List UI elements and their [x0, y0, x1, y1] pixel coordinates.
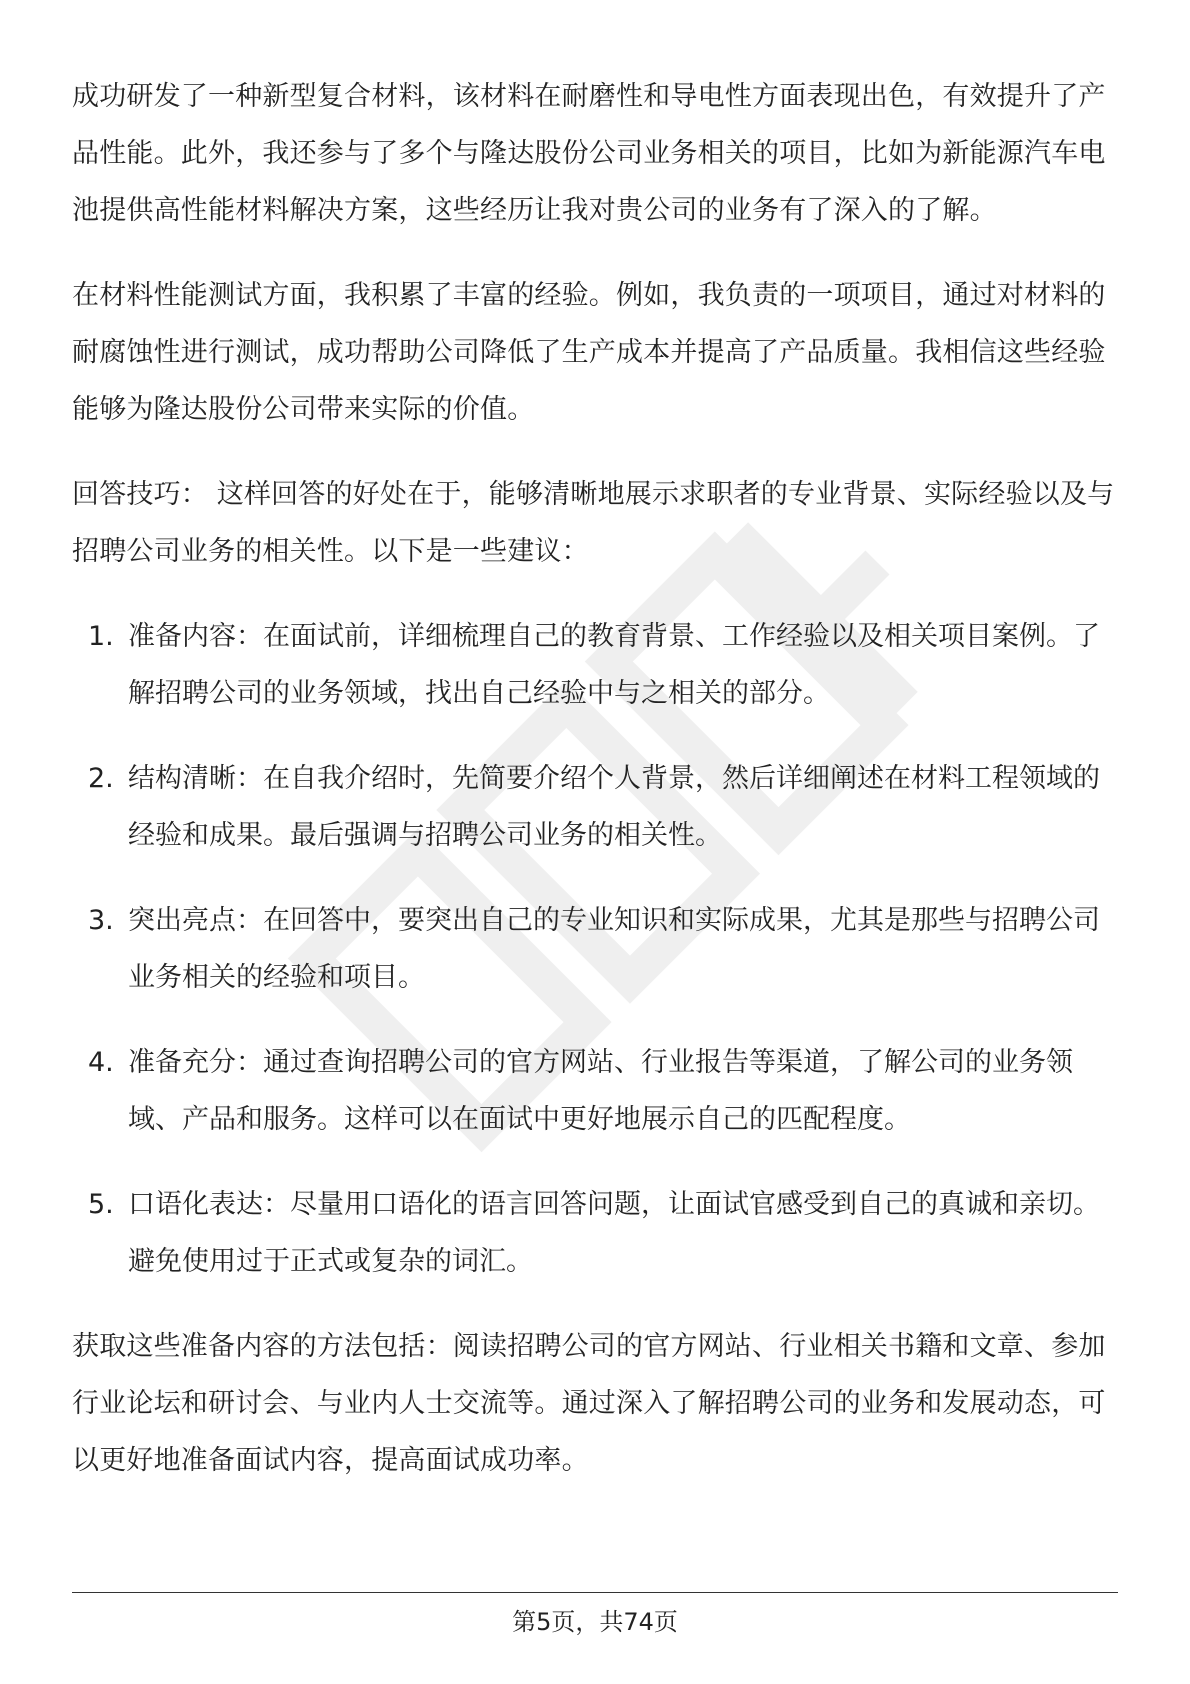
list-item [72, 608, 1118, 722]
list-item-number: 4. [88, 1047, 114, 1078]
paragraph-testing: 在材料性能测试方面，我积累了丰富的经验。例如，我负责的一项项目，通过对材料的耐腐蚀性进行测试，成功帮助公司降低了生产成本并提高了产品质量。我相信这些经验能够为隆达股份公司带来实际的价值。 [72, 280, 1106, 425]
list-item [72, 1176, 1118, 1290]
list-item-text: 口语化表达：尽量用口语化的语言回答问题，让面试官感受到自己的真诚和亲切。避免使用过于正式或复杂的词汇。 [128, 1189, 1100, 1277]
list-item-text: 突出亮点：在回答中，要突出自己的专业知识和实际成果，尤其是那些与招聘公司业务相关的经验和项目。 [128, 905, 1100, 993]
list-item-number: 5. [88, 1189, 114, 1220]
list-item-number: 3. [88, 905, 114, 936]
tips-list [72, 608, 1118, 1290]
page-number: 第5页，共74页 [512, 1608, 678, 1636]
paragraph-methods: 获取这些准备内容的方法包括：阅读招聘公司的官方网站、行业相关书籍和文章、参加行业论坛和研讨会、与业内人士交流等。通过深入了解招聘公司的业务和发展动态，可以更好地准备面试内容，提高面试成功率。 [72, 1331, 1106, 1476]
paragraph-experience: 成功研发了一种新型复合材料，该材料在耐磨性和导电性方面表现出色，有效提升了产品性能。此外，我还参与了多个与隆达股份公司业务相关的项目，比如为新能源汽车电池提供高性能材料解决方案，这些经历让我对贵公司的业务有了深入的了解。 [72, 81, 1106, 226]
list-item [72, 1034, 1118, 1148]
list-item-text: 准备内容：在面试前，详细梳理自己的教育背景、工作经验以及相关项目案例。了解招聘公司的业务领域，找出自己经验中与之相关的部分。 [128, 621, 1100, 709]
list-item-number: 2. [88, 763, 114, 794]
footer-divider [72, 1592, 1118, 1593]
list-item [72, 892, 1118, 1006]
document-page [72, 68, 1118, 1517]
list-item-text: 结构清晰：在自我介绍时，先简要介绍个人背景，然后详细阐述在材料工程领域的经验和成果。最后强调与招聘公司业务的相关性。 [128, 763, 1100, 851]
paragraph-tips-intro: 回答技巧： 这样回答的好处在于，能够清晰地展示求职者的专业背景、实际经验以及与招聘公司业务的相关性。以下是一些建议： [72, 479, 1115, 567]
list-item [72, 750, 1118, 864]
list-item-text: 准备充分：通过查询招聘公司的官方网站、行业报告等渠道，了解公司的业务领域、产品和服务。这样可以在面试中更好地展示自己的匹配程度。 [128, 1047, 1073, 1135]
list-item-number: 1. [88, 621, 114, 652]
